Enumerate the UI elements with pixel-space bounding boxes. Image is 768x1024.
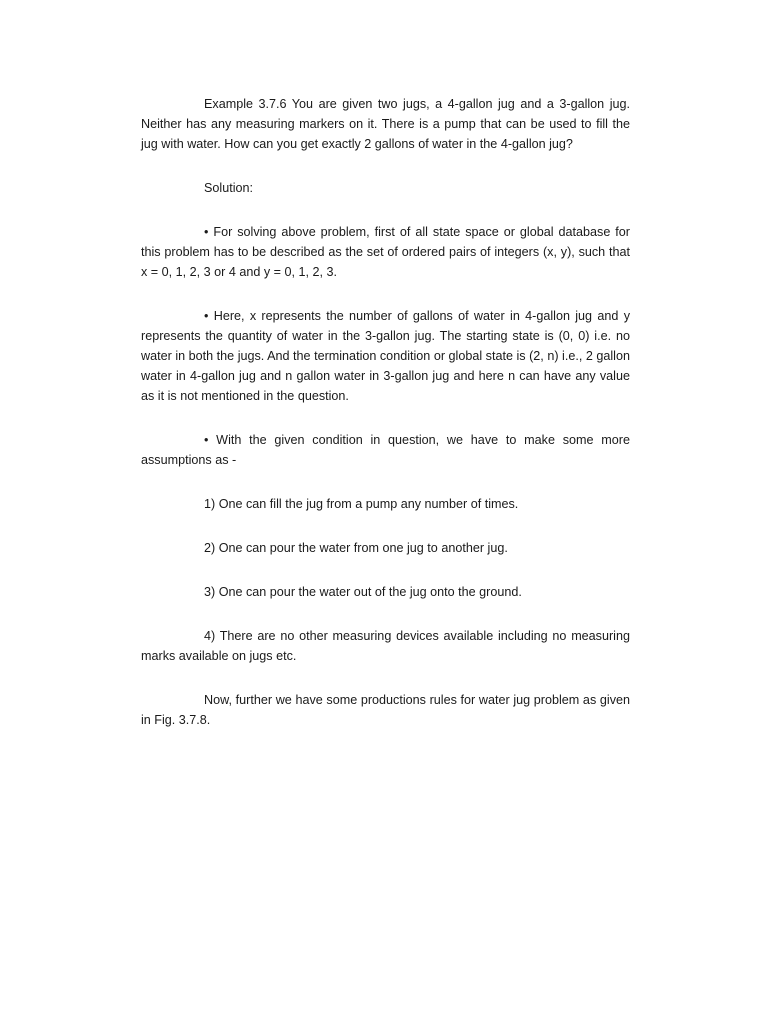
state-space-paragraph: • For solving above problem, first of all state space or global database for this problem has to be described as the set of ordered pairs of integers (x, y), such that x = 0, 1, 2, 3 or 4 and y = 0, 1, 2, 3. [141,225,630,279]
state-definition-paragraph: • Here, x represents the number of gallons of water in 4-gallon jug and y represents the quantity of water in the 3-gallon jug. The starting state is (0, 0) i.e. no water in both the jugs. And the termination condition or global state is (2, n) i.e., 2 gallon water in 4-gallon jug and n gallon water in 3-gallon jug and here n can have any value as it is not mentioned in the question. [141,309,630,403]
assumption-3: 3) One can pour the water out of the jug onto the ground. [204,585,522,599]
document-body [141,94,630,730]
assumption-4: 4) There are no other measuring devices available including no measuring marks available on jugs etc. [141,629,630,663]
assumptions-intro-paragraph: • With the given condition in question, we have to make some more assumptions as - [141,433,630,467]
assumption-1: 1) One can fill the jug from a pump any number of times. [204,497,519,511]
solution-heading: Solution: [204,181,254,195]
assumption-2: 2) One can pour the water from one jug to another jug. [204,541,508,555]
production-rules-paragraph: Now, further we have some productions rules for water jug problem as given in Fig. 3.7.8. [141,693,630,727]
example-paragraph: Example 3.7.6 You are given two jugs, a 4-gallon jug and a 3-gallon jug. Neither has any measuring markers on it. There is a pump that can be used to fill the jug with water. How can you get exactly 2 gallons of water in the 4-gallon jug? [141,97,630,151]
